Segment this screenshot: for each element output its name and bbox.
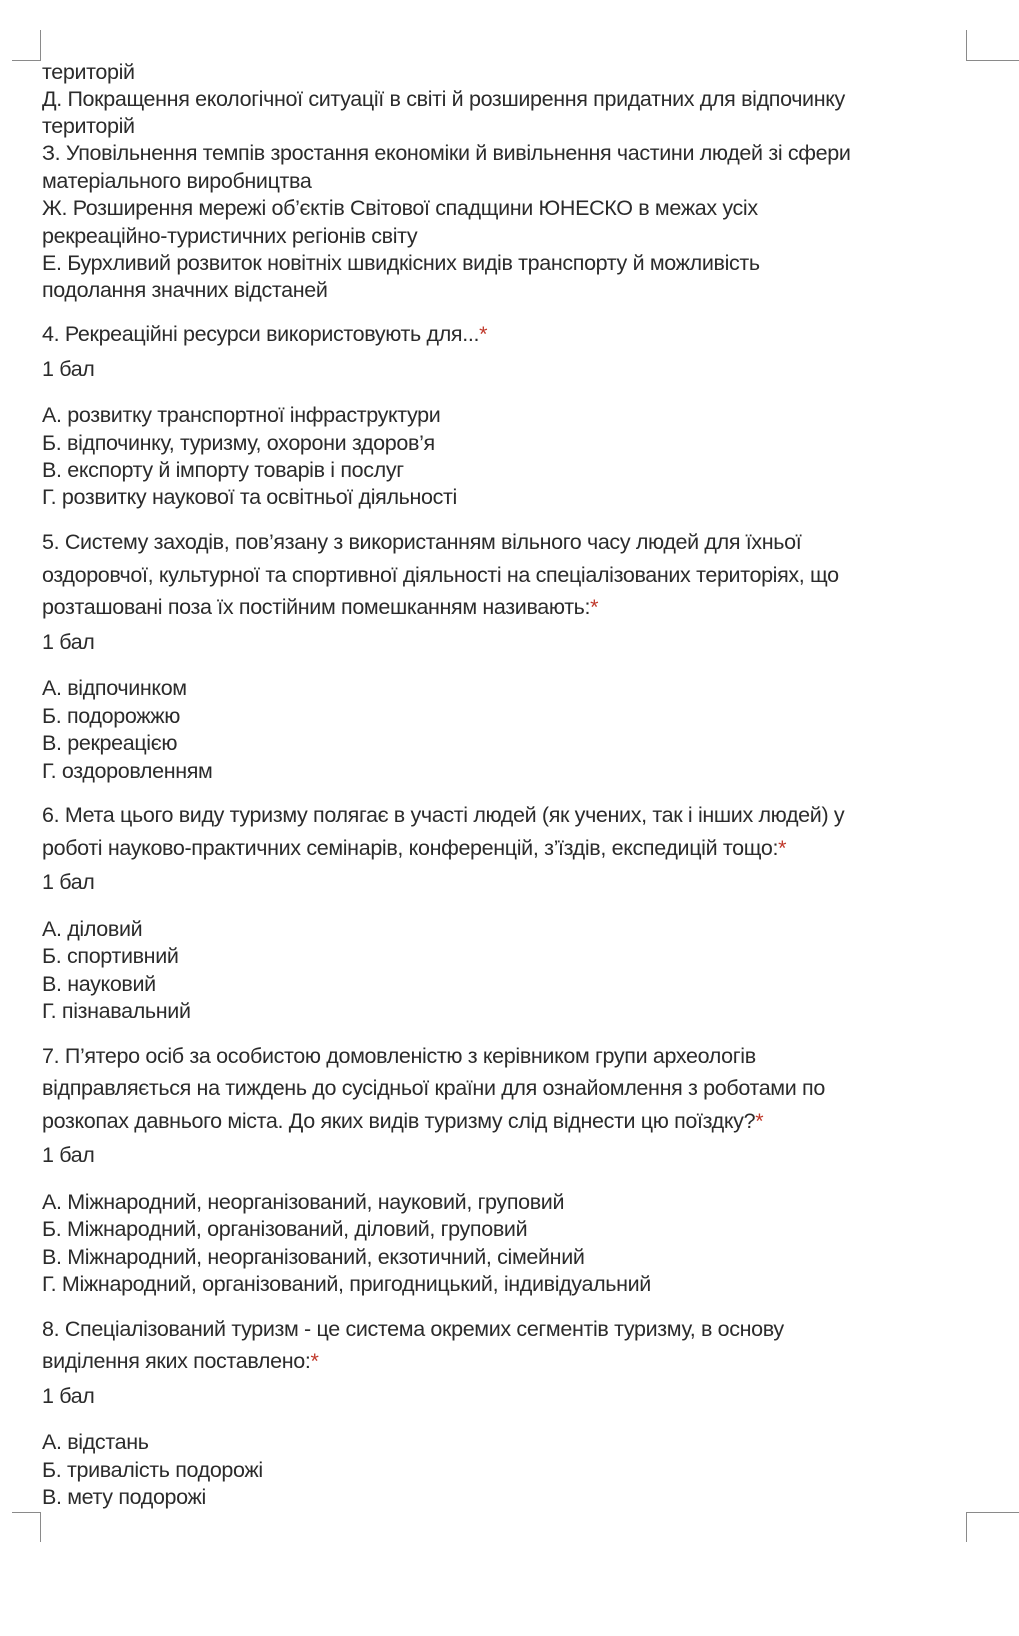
answer-option-text: А. Міжнародний, неорганізований, науковий, груповий	[42, 1190, 565, 1214]
answer-option-line	[42, 113, 135, 139]
question-text	[42, 529, 801, 555]
answer-option-line	[42, 168, 312, 194]
answer-option	[42, 758, 212, 784]
answer-option-text: В. науковий	[42, 972, 156, 996]
answer-option	[42, 730, 177, 756]
question-points-text: 1 бал	[42, 870, 95, 894]
answer-option-text: Б. спортивний	[42, 944, 179, 968]
answer-option	[42, 1429, 149, 1455]
answer-option	[42, 971, 156, 997]
answer-option	[42, 916, 142, 942]
answer-option	[42, 998, 191, 1024]
question-text	[42, 835, 786, 861]
question-text	[42, 1348, 318, 1374]
question-text-text: відправляється на тиждень до сусідньої країни для ознайомлення з роботами по	[42, 1076, 825, 1100]
answer-option-line-text: З. Уповільнення темпів зростання економіки й вивільнення частини людей зі сфери	[42, 141, 851, 165]
required-asterisk: *	[590, 595, 599, 619]
answer-option-text: Б. тривалість подорожі	[42, 1458, 263, 1482]
answer-option	[42, 1271, 651, 1297]
question-text-text: 4. Рекреаційні ресурси використовують для...	[42, 322, 480, 346]
question-text-text: роботі науково-практичних семінарів, конференцій, з’їздів, експедицій тощо:	[42, 836, 779, 860]
answer-option-line-text: рекреаційно-туристичних регіонів світу	[42, 224, 418, 248]
answer-option-text: Г. пізнавальний	[42, 999, 191, 1023]
question-text-text: 8. Спеціалізований туризм - це система окремих сегментів туризму, в основу	[42, 1317, 784, 1341]
answer-option	[42, 1244, 585, 1270]
question-text	[42, 562, 839, 588]
question-text	[42, 321, 487, 347]
required-asterisk: *	[479, 322, 488, 346]
answer-option-text: А. відстань	[42, 1430, 149, 1454]
answer-option	[42, 430, 435, 456]
question-points	[42, 1142, 95, 1168]
answer-option-line	[42, 277, 328, 303]
answer-option-line-text: територій	[42, 60, 135, 84]
question-text-text: розкопах давнього міста. До яких видів туризму слід віднести цю поїздку?	[42, 1109, 756, 1133]
answer-option	[42, 1216, 527, 1242]
answer-option-line	[42, 250, 760, 276]
answer-option-text: В. рекреацією	[42, 731, 178, 755]
answer-option-text: Б. подорожжю	[42, 704, 181, 728]
question-text-text: виділення яких поставлено:	[42, 1349, 311, 1373]
question-text	[42, 802, 844, 828]
question-points	[42, 869, 95, 895]
question-points-text: 1 бал	[42, 630, 95, 654]
question-text-text: 7. П’ятеро осіб за особистою домовленістю з керівником групи археологів	[42, 1044, 756, 1068]
answer-option-text: Б. відпочинку, туризму, охорони здоров’я	[42, 431, 435, 455]
answer-option-text: Г. розвитку наукової та освітньої діяльності	[42, 485, 457, 509]
answer-option	[42, 703, 180, 729]
question-text	[42, 1075, 825, 1101]
question-text	[42, 1316, 784, 1342]
question-text-text: оздоровчої, культурної та спортивної діяльності на спеціалізованих територіях, що	[42, 563, 839, 587]
question-text	[42, 594, 598, 620]
answer-option-text: А. відпочинком	[42, 676, 187, 700]
question-points	[42, 1383, 95, 1409]
answer-option-text: В. експорту й імпорту товарів і послуг	[42, 458, 404, 482]
question-points-text: 1 бал	[42, 1143, 95, 1167]
answer-option	[42, 484, 457, 510]
required-asterisk: *	[778, 836, 787, 860]
question-points-text: 1 бал	[42, 1384, 95, 1408]
answer-option-text: Б. Міжнародний, організований, діловий, груповий	[42, 1217, 528, 1241]
answer-option-line	[42, 195, 758, 221]
answer-option	[42, 1189, 564, 1215]
answer-option-line	[42, 86, 845, 112]
question-text	[42, 1043, 756, 1069]
answer-option-line-text: Д. Покращення екологічної ситуації в світі й розширення придатних для відпочинку	[42, 87, 845, 111]
answer-option-line	[42, 140, 851, 166]
question-points-text: 1 бал	[42, 357, 95, 381]
answer-option-text: А. розвитку транспортної інфраструктури	[42, 403, 441, 427]
answer-option	[42, 1484, 206, 1510]
answer-option-line-text: матеріального виробництва	[42, 169, 312, 193]
question-points	[42, 629, 95, 655]
question-text-text: 5. Систему заходів, пов’язану з використанням вільного часу людей для їхньої	[42, 530, 802, 554]
question-points	[42, 356, 95, 382]
answer-option-text: Г. оздоровленням	[42, 759, 213, 783]
answer-option-text: А. діловий	[42, 917, 143, 941]
question-text	[42, 1108, 763, 1134]
required-asterisk: *	[755, 1109, 764, 1133]
required-asterisk: *	[310, 1349, 319, 1373]
answer-option	[42, 675, 187, 701]
answer-option	[42, 402, 440, 428]
question-text-text: розташовані поза їх постійним помешканням називають:	[42, 595, 591, 619]
question-text-text: 6. Мета цього виду туризму полягає в участі людей (як учених, так і інших людей) у	[42, 803, 845, 827]
answer-option-line-text: подолання значних відстаней	[42, 278, 328, 302]
answer-option-line	[42, 223, 417, 249]
answer-option-line-text: Е. Бурхливий розвиток новітніх швидкісних видів транспорту й можливість	[42, 251, 760, 275]
answer-option	[42, 457, 404, 483]
answer-option	[42, 943, 179, 969]
answer-option-text: В. мету подорожі	[42, 1485, 206, 1509]
answer-option-line-text: територій	[42, 114, 135, 138]
answer-option-line	[42, 59, 135, 85]
answer-option	[42, 1457, 263, 1483]
answer-option-text: Г. Міжнародний, організований, пригодницький, індивідуальний	[42, 1272, 651, 1296]
answer-option-text: В. Міжнародний, неорганізований, екзотичний, сімейний	[42, 1245, 585, 1269]
answer-option-line-text: Ж. Розширення мережі об’єктів Світової спадщини ЮНЕСКО в межах усіх	[42, 196, 758, 220]
